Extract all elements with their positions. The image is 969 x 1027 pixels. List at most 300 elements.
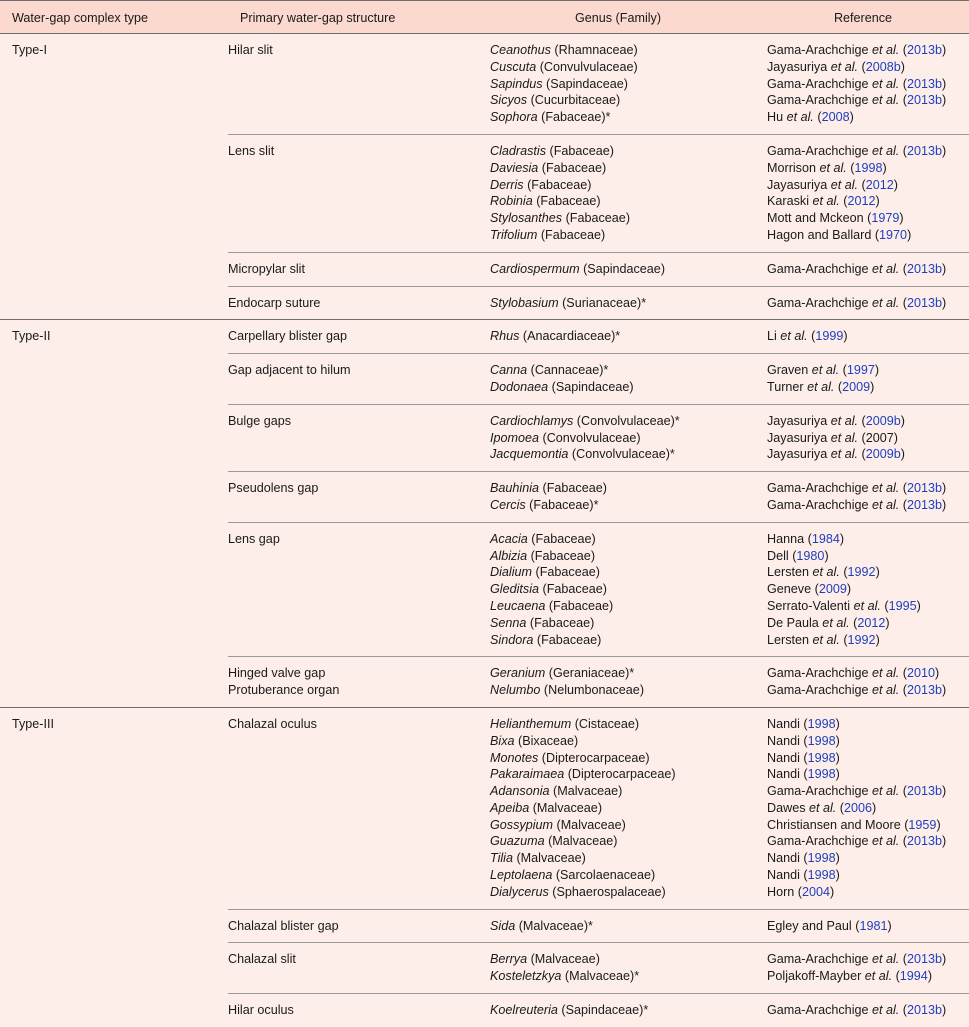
subgroup-row <box>228 942 969 993</box>
structure-name: Protuberance organ <box>228 683 340 698</box>
reference-cell <box>767 665 969 699</box>
reference-year-link[interactable]: 1998 <box>807 716 836 731</box>
reference-year-link[interactable]: 1992 <box>847 632 876 647</box>
reference-cell <box>767 143 969 244</box>
genus-entry <box>490 210 767 227</box>
genus-name: Cardiospermum <box>490 261 580 276</box>
reference-author: Dawes <box>767 800 806 815</box>
structure-name: Carpellary blister gap <box>228 329 347 344</box>
reference-entry: Nandi (1998) <box>767 733 840 748</box>
genus-entry <box>490 581 767 598</box>
family-name: (Bixaceae) <box>514 733 579 748</box>
family-name: (Anacardiaceae)* <box>519 329 621 344</box>
genus-cell <box>490 1002 767 1019</box>
reference-year-link[interactable]: 1998 <box>807 750 836 765</box>
reference-author: Jayasuriya <box>767 447 828 462</box>
genus-entry <box>490 109 767 126</box>
genus-entry <box>490 295 767 312</box>
reference-year-link[interactable]: 2013b <box>907 143 943 158</box>
reference-entry: Jayasuriya et al. (2009b) <box>767 413 905 428</box>
reference-year-link[interactable]: 2009b <box>865 447 901 462</box>
family-name: (Cistaceae) <box>571 716 640 731</box>
structure-cell <box>228 362 490 396</box>
reference-entry: Hanna (1984) <box>767 531 845 546</box>
genus-entry <box>490 564 767 581</box>
genus-entry <box>490 632 767 649</box>
et-al: et al. <box>868 666 900 681</box>
structure-name: Chalazal slit <box>228 952 296 967</box>
header-type: Water-gap complex type <box>12 11 149 25</box>
reference-year-link[interactable]: 1994 <box>899 969 928 984</box>
reference-entry: Turner et al. (2009) <box>767 379 875 394</box>
family-name: (Fabaceae) <box>527 531 596 546</box>
family-name: (Fabaceae) <box>539 582 607 597</box>
genus-cell <box>490 480 767 514</box>
reference-year-link[interactable]: 2013b <box>907 93 943 108</box>
genus-name: Jacquemontia <box>490 447 569 462</box>
reference-entry: Jayasuriya et al. (2012) <box>767 177 898 192</box>
genus-name: Sophora <box>490 110 538 125</box>
reference-year-link[interactable]: 2013b <box>907 295 943 310</box>
genus-name: Senna <box>490 615 527 630</box>
reference-entry: Jayasuriya et al. (2009b) <box>767 447 905 462</box>
reference-year-link[interactable]: 1999 <box>815 329 844 344</box>
et-al: et al. <box>861 969 893 984</box>
genus-entry <box>490 766 767 783</box>
reference-author: Egley and Paul <box>767 918 852 933</box>
reference-cell <box>767 295 969 312</box>
genus-name: Derris <box>490 177 524 192</box>
family-name: (Geraniaceae)* <box>545 666 635 681</box>
reference-year-link[interactable]: 1984 <box>811 531 840 546</box>
et-al: et al. <box>868 76 900 91</box>
genus-name: Helianthemum <box>490 716 572 731</box>
family-name: (Malvaceae) <box>553 817 626 832</box>
reference-entry: Nandi (1998) <box>767 851 840 866</box>
reference-author: Hagon and Ballard <box>767 227 872 242</box>
reference-author: Christiansen and Moore <box>767 817 901 832</box>
reference-entry: Jayasuriya et al. (2008b) <box>767 59 905 74</box>
genus-cell <box>490 261 767 278</box>
reference-year-link[interactable]: 2012 <box>857 615 886 630</box>
reference-author: Jayasuriya <box>767 413 828 428</box>
reference-author: Gama-Arachchige <box>767 952 869 967</box>
reference-entry: Nandi (1998) <box>767 750 840 765</box>
structure-name: Hinged valve gap <box>228 666 326 681</box>
family-name: (Malvaceae) <box>512 851 586 866</box>
et-al: et al. <box>803 379 835 394</box>
family-name: (Fabaceae) <box>539 481 607 496</box>
reference-year-link[interactable]: 2013b <box>907 952 943 967</box>
reference-year-link[interactable]: 2012 <box>847 194 876 209</box>
structure-cell <box>228 413 490 463</box>
reference-author: Gama-Arachchige <box>767 93 869 108</box>
reference-year-link[interactable]: 1959 <box>908 817 937 832</box>
table-body <box>0 34 969 1027</box>
et-al: et al. <box>868 1003 900 1018</box>
reference-author: Gama-Arachchige <box>767 666 869 681</box>
genus-name: Tilia <box>490 851 513 866</box>
reference-author: Nandi <box>767 767 800 782</box>
reference-author: Gama-Arachchige <box>767 497 869 512</box>
reference-author: Lersten <box>767 565 810 580</box>
genus-entry <box>490 261 767 278</box>
reference-cell <box>767 531 969 649</box>
structure-cell <box>228 261 490 278</box>
genus-entry <box>490 884 767 901</box>
family-name: (Convolvulaceae) <box>539 430 641 445</box>
reference-year-link[interactable]: 2006 <box>844 800 873 815</box>
family-name: (Malvaceae)* <box>561 969 640 984</box>
reference-year-link[interactable]: 1992 <box>847 565 876 580</box>
family-name: (Convolvulaceae)* <box>568 447 675 462</box>
et-al: et al. <box>809 194 840 209</box>
genus-name: Albizia <box>490 548 528 563</box>
genus-cell <box>490 951 767 985</box>
reference-author: Gama-Arachchige <box>767 784 869 799</box>
reference-author: Gama-Arachchige <box>767 1003 869 1018</box>
genus-entry <box>490 665 767 682</box>
et-al: et al. <box>827 430 859 445</box>
reference-author: Nandi <box>767 868 800 883</box>
subgroup-row <box>228 320 969 353</box>
genus-cell <box>490 143 767 244</box>
genus-name: Ipomoea <box>490 430 540 445</box>
reference-entry: De Paula et al. (2012) <box>767 615 890 630</box>
family-name: (Malvaceae) <box>549 784 623 799</box>
reference-author: Jayasuriya <box>767 59 828 74</box>
reference-author: Morrison <box>767 160 816 175</box>
reference-cell <box>767 480 969 514</box>
et-al: et al. <box>776 329 808 344</box>
reference-year-link[interactable]: 1979 <box>871 211 900 226</box>
structure-name: Pseudolens gap <box>228 481 319 496</box>
family-name: (Cucurbitaceae) <box>527 93 621 108</box>
subgroup-list <box>228 34 969 319</box>
structure-cell <box>228 143 490 244</box>
genus-cell <box>490 413 767 463</box>
reference-entry: Gama-Arachchige et al. (2013b) <box>767 683 947 698</box>
family-name: (Sapindaceae) <box>548 379 634 394</box>
subgroup-row <box>228 286 969 320</box>
genus-cell <box>490 328 767 345</box>
genus-cell <box>490 531 767 649</box>
subgroup-list <box>228 320 969 707</box>
family-name: (Fabaceae) <box>533 632 602 647</box>
reference-entry: Lersten et al. (1992) <box>767 565 880 580</box>
subgroup-row <box>228 34 969 134</box>
reference-author: Turner <box>767 379 804 394</box>
genus-cell <box>490 42 767 126</box>
reference-author: Gama-Arachchige <box>767 295 869 310</box>
reference-year-link[interactable]: 1998 <box>807 767 836 782</box>
family-name: (Surianaceae)* <box>558 295 647 310</box>
genus-entry <box>490 531 767 548</box>
reference-year-link[interactable]: 2013b <box>907 784 943 799</box>
genus-name: Leptolaena <box>490 868 553 883</box>
family-name: (Dipterocarpaceae) <box>564 767 676 782</box>
reference-year-link[interactable]: 2013b <box>907 497 943 512</box>
reference-year-link[interactable]: 1998 <box>854 160 883 175</box>
family-name: (Convulvulaceae) <box>536 59 638 74</box>
reference-entry: Lersten et al. (1992) <box>767 632 880 647</box>
reference-author: Geneve <box>767 582 812 597</box>
reference-author: Gama-Arachchige <box>767 683 869 698</box>
group-type-i <box>0 34 969 319</box>
reference-entry: Gama-Arachchige et al. (2013b) <box>767 1003 947 1018</box>
reference-author: Gama-Arachchige <box>767 143 869 158</box>
et-al: et al. <box>827 177 859 192</box>
reference-entry: Gama-Arachchige et al. (2013b) <box>767 43 947 57</box>
reference-year-link[interactable]: 2013b <box>907 481 943 496</box>
reference-author: Nandi <box>767 716 800 731</box>
genus-entry <box>490 143 767 160</box>
reference-entry: Geneve (2009) <box>767 582 852 597</box>
genus-name: Bauhinia <box>490 481 540 496</box>
reference-year-link[interactable]: 2009 <box>818 582 847 597</box>
structure-name: Micropylar slit <box>228 261 305 276</box>
reference-author: Gama-Arachchige <box>767 76 869 91</box>
et-al: et al. <box>868 481 900 496</box>
reference-author: Nandi <box>767 750 800 765</box>
family-name: (Fabaceae) <box>562 211 631 226</box>
reference-author: Lersten <box>767 632 810 647</box>
reference-year-link[interactable]: 1981 <box>859 918 888 933</box>
genus-entry <box>490 750 767 767</box>
subgroup-row <box>228 909 969 943</box>
genus-entry <box>490 59 767 76</box>
structure-name: Chalazal blister gap <box>228 918 339 933</box>
et-al: et al. <box>783 110 814 125</box>
reference-author: Graven <box>767 363 809 378</box>
structure-cell <box>228 480 490 514</box>
group-type-iii <box>0 707 969 1027</box>
genus-name: Ceanothus <box>490 43 551 57</box>
et-al: et al. <box>868 834 900 849</box>
reference-entry: Gama-Arachchige et al. (2010) <box>767 666 940 681</box>
header-genus: Genus (Family) <box>574 11 662 25</box>
reference-entry: Gama-Arachchige et al. (2013b) <box>767 834 947 849</box>
genus-entry <box>490 918 767 935</box>
reference-entry: Poljakoff-Mayber et al. (1994) <box>767 969 933 984</box>
genus-name: Adansonia <box>490 784 550 799</box>
subgroup-row <box>228 522 969 657</box>
structure-name: Lens slit <box>228 143 275 158</box>
et-al: et al. <box>808 363 840 378</box>
genus-name: Sicyos <box>490 93 528 108</box>
genus-entry <box>490 968 767 985</box>
genus-name: Stylosanthes <box>490 211 563 226</box>
reference-author: Mott and Mckeon <box>767 211 864 226</box>
reference-year-link[interactable]: 2013b <box>907 261 943 276</box>
reference-year-link[interactable]: 1980 <box>796 548 825 563</box>
family-name: (Sapindaceae) <box>542 76 628 91</box>
reference-year-link[interactable]: 1970 <box>879 227 908 242</box>
reference-cell <box>767 261 969 278</box>
genus-entry <box>490 430 767 447</box>
genus-entry <box>490 177 767 194</box>
reference-year-link[interactable]: 2004 <box>802 884 831 899</box>
reference-year-link[interactable]: 2013b <box>907 1003 943 1018</box>
genus-name: Leucaena <box>490 598 546 613</box>
subgroup-list <box>228 708 969 1027</box>
structure-cell <box>228 951 490 985</box>
genus-name: Gossypium <box>490 817 553 832</box>
genus-name: Dialium <box>490 565 532 580</box>
genus-entry <box>490 833 767 850</box>
reference-year-link[interactable]: 2008 <box>821 110 850 125</box>
structure-cell <box>228 716 490 901</box>
reference-year: 2007 <box>865 430 894 445</box>
family-name: (Fabaceae) <box>545 598 614 613</box>
genus-entry <box>490 446 767 463</box>
genus-entry <box>490 160 767 177</box>
genus-name: Geranium <box>490 666 546 681</box>
genus-cell <box>490 362 767 396</box>
reference-author: Horn <box>767 884 795 899</box>
reference-year-link[interactable]: 2008b <box>865 59 901 74</box>
genus-name: Cercis <box>490 497 526 512</box>
et-al: et al. <box>868 261 900 276</box>
complex-type-label: Type-II <box>12 329 51 344</box>
family-name: (Fabaceae) <box>538 160 607 175</box>
reference-entry: Hagon and Ballard (1970) <box>767 227 912 242</box>
family-name: (Convolvulaceae)* <box>573 413 680 428</box>
reference-author: Serrato-Valenti <box>767 598 851 613</box>
genus-entry <box>490 548 767 565</box>
reference-author: Jayasuriya <box>767 177 828 192</box>
genus-cell <box>490 918 767 935</box>
genus-name: Stylobasium <box>490 295 559 310</box>
subgroup-row <box>228 404 969 471</box>
reference-cell <box>767 951 969 985</box>
genus-name: Apeiba <box>490 800 530 815</box>
genus-name: Dodonaea <box>490 379 549 394</box>
genus-entry <box>490 227 767 244</box>
structure-cell <box>228 1002 490 1019</box>
reference-year-link[interactable]: 2012 <box>865 177 894 192</box>
family-name: (Cannaceae)* <box>527 363 609 378</box>
reference-author: De Paula <box>767 615 819 630</box>
reference-entry: Morrison et al. (1998) <box>767 160 887 175</box>
reference-entry: Dawes et al. (2006) <box>767 800 877 815</box>
structure-cell <box>228 531 490 649</box>
reference-year-link[interactable]: 2013b <box>907 834 943 849</box>
structure-name: Bulge gaps <box>228 413 292 428</box>
genus-entry <box>490 379 767 396</box>
genus-entry <box>490 716 767 733</box>
reference-entry: Nandi (1998) <box>767 868 840 883</box>
reference-entry: Serrato-Valenti et al. (1995) <box>767 598 921 613</box>
structure-name: Chalazal oculus <box>228 716 317 731</box>
family-name: (Sapindaceae) <box>579 261 666 276</box>
subgroup-row <box>228 353 969 404</box>
subgroup-row <box>228 134 969 252</box>
reference-year-link[interactable]: 1997 <box>846 363 875 378</box>
reference-year-link[interactable]: 1998 <box>807 851 836 866</box>
header-structure: Primary water-gap structure <box>240 11 396 25</box>
reference-entry: Gama-Arachchige et al. (2013b) <box>767 481 947 496</box>
reference-entry: Gama-Arachchige et al. (2013b) <box>767 295 947 310</box>
et-al: et al. <box>868 683 900 698</box>
et-al: et al. <box>868 43 900 57</box>
family-name: (Nelumbonaceae) <box>540 683 645 698</box>
subgroup-row <box>228 252 969 286</box>
et-al: et al. <box>827 447 859 462</box>
reference-entry: Nandi (1998) <box>767 767 840 782</box>
reference-author: Poljakoff-Mayber <box>767 969 862 984</box>
genus-entry <box>490 817 767 834</box>
reference-year-link[interactable]: 2013b <box>907 43 943 57</box>
genus-name: Guazuma <box>490 834 545 849</box>
subgroup-row <box>228 993 969 1027</box>
reference-year-link[interactable]: 2009b <box>865 413 901 428</box>
genus-entry <box>490 193 767 210</box>
genus-name: Berrya <box>490 952 528 967</box>
reference-author: Jayasuriya <box>767 430 828 445</box>
et-al: et al. <box>868 497 900 512</box>
et-al: et al. <box>827 413 859 428</box>
genus-entry <box>490 497 767 514</box>
family-name: (Fabaceae) <box>532 565 600 580</box>
genus-cell <box>490 716 767 901</box>
reference-year-link[interactable]: 1998 <box>807 733 836 748</box>
reference-entry: Gama-Arachchige et al. (2013b) <box>767 784 947 799</box>
genus-name: Koelreuteria <box>490 1003 558 1018</box>
et-al: et al. <box>868 784 900 799</box>
genus-entry <box>490 598 767 615</box>
reference-year-link[interactable]: 2013b <box>907 76 943 91</box>
genus-name: Cuscuta <box>490 59 537 74</box>
subgroup-row <box>228 708 969 909</box>
reference-year-link[interactable]: 1998 <box>807 868 836 883</box>
genus-name: Cladrastis <box>490 143 546 158</box>
et-al: et al. <box>805 800 837 815</box>
structure-cell <box>228 42 490 126</box>
reference-year-link[interactable]: 2013b <box>907 683 943 698</box>
reference-entry: Nandi (1998) <box>767 716 840 731</box>
genus-entry <box>490 1002 767 1019</box>
family-name: (Malvaceae) <box>544 834 618 849</box>
family-name: (Dipterocarpaceae) <box>538 750 650 765</box>
genus-name: Sida <box>490 918 516 933</box>
genus-name: Rhus <box>490 329 520 344</box>
reference-year-link[interactable]: 2009 <box>842 379 871 394</box>
et-al: et al. <box>809 565 840 580</box>
et-al: et al. <box>850 598 881 613</box>
subgroup-row <box>228 471 969 522</box>
structure-name: Hilar oculus <box>228 1003 294 1018</box>
genus-entry <box>490 328 767 345</box>
reference-author: Gama-Arachchige <box>767 834 869 849</box>
group-type-ii <box>0 319 969 707</box>
family-name: (Sarcolaenaceae) <box>552 868 656 883</box>
genus-name: Trifolium <box>490 227 538 242</box>
reference-year-link[interactable]: 1995 <box>888 598 917 613</box>
et-al: et al. <box>868 143 900 158</box>
header-reference: Reference <box>833 11 893 25</box>
reference-entry: Dell (1980) <box>767 548 829 563</box>
family-name: (Malvaceae) <box>527 952 600 967</box>
structure-name: Endocarp suture <box>228 295 321 310</box>
reference-author: Li <box>767 329 777 344</box>
reference-cell <box>767 716 969 901</box>
family-name: (Sphaerospalaceae) <box>548 884 666 899</box>
reference-year-link[interactable]: 2010 <box>907 666 936 681</box>
reference-author: Dell <box>767 548 789 563</box>
reference-entry: Li et al. (1999) <box>767 329 848 344</box>
et-al: et al. <box>827 59 859 74</box>
